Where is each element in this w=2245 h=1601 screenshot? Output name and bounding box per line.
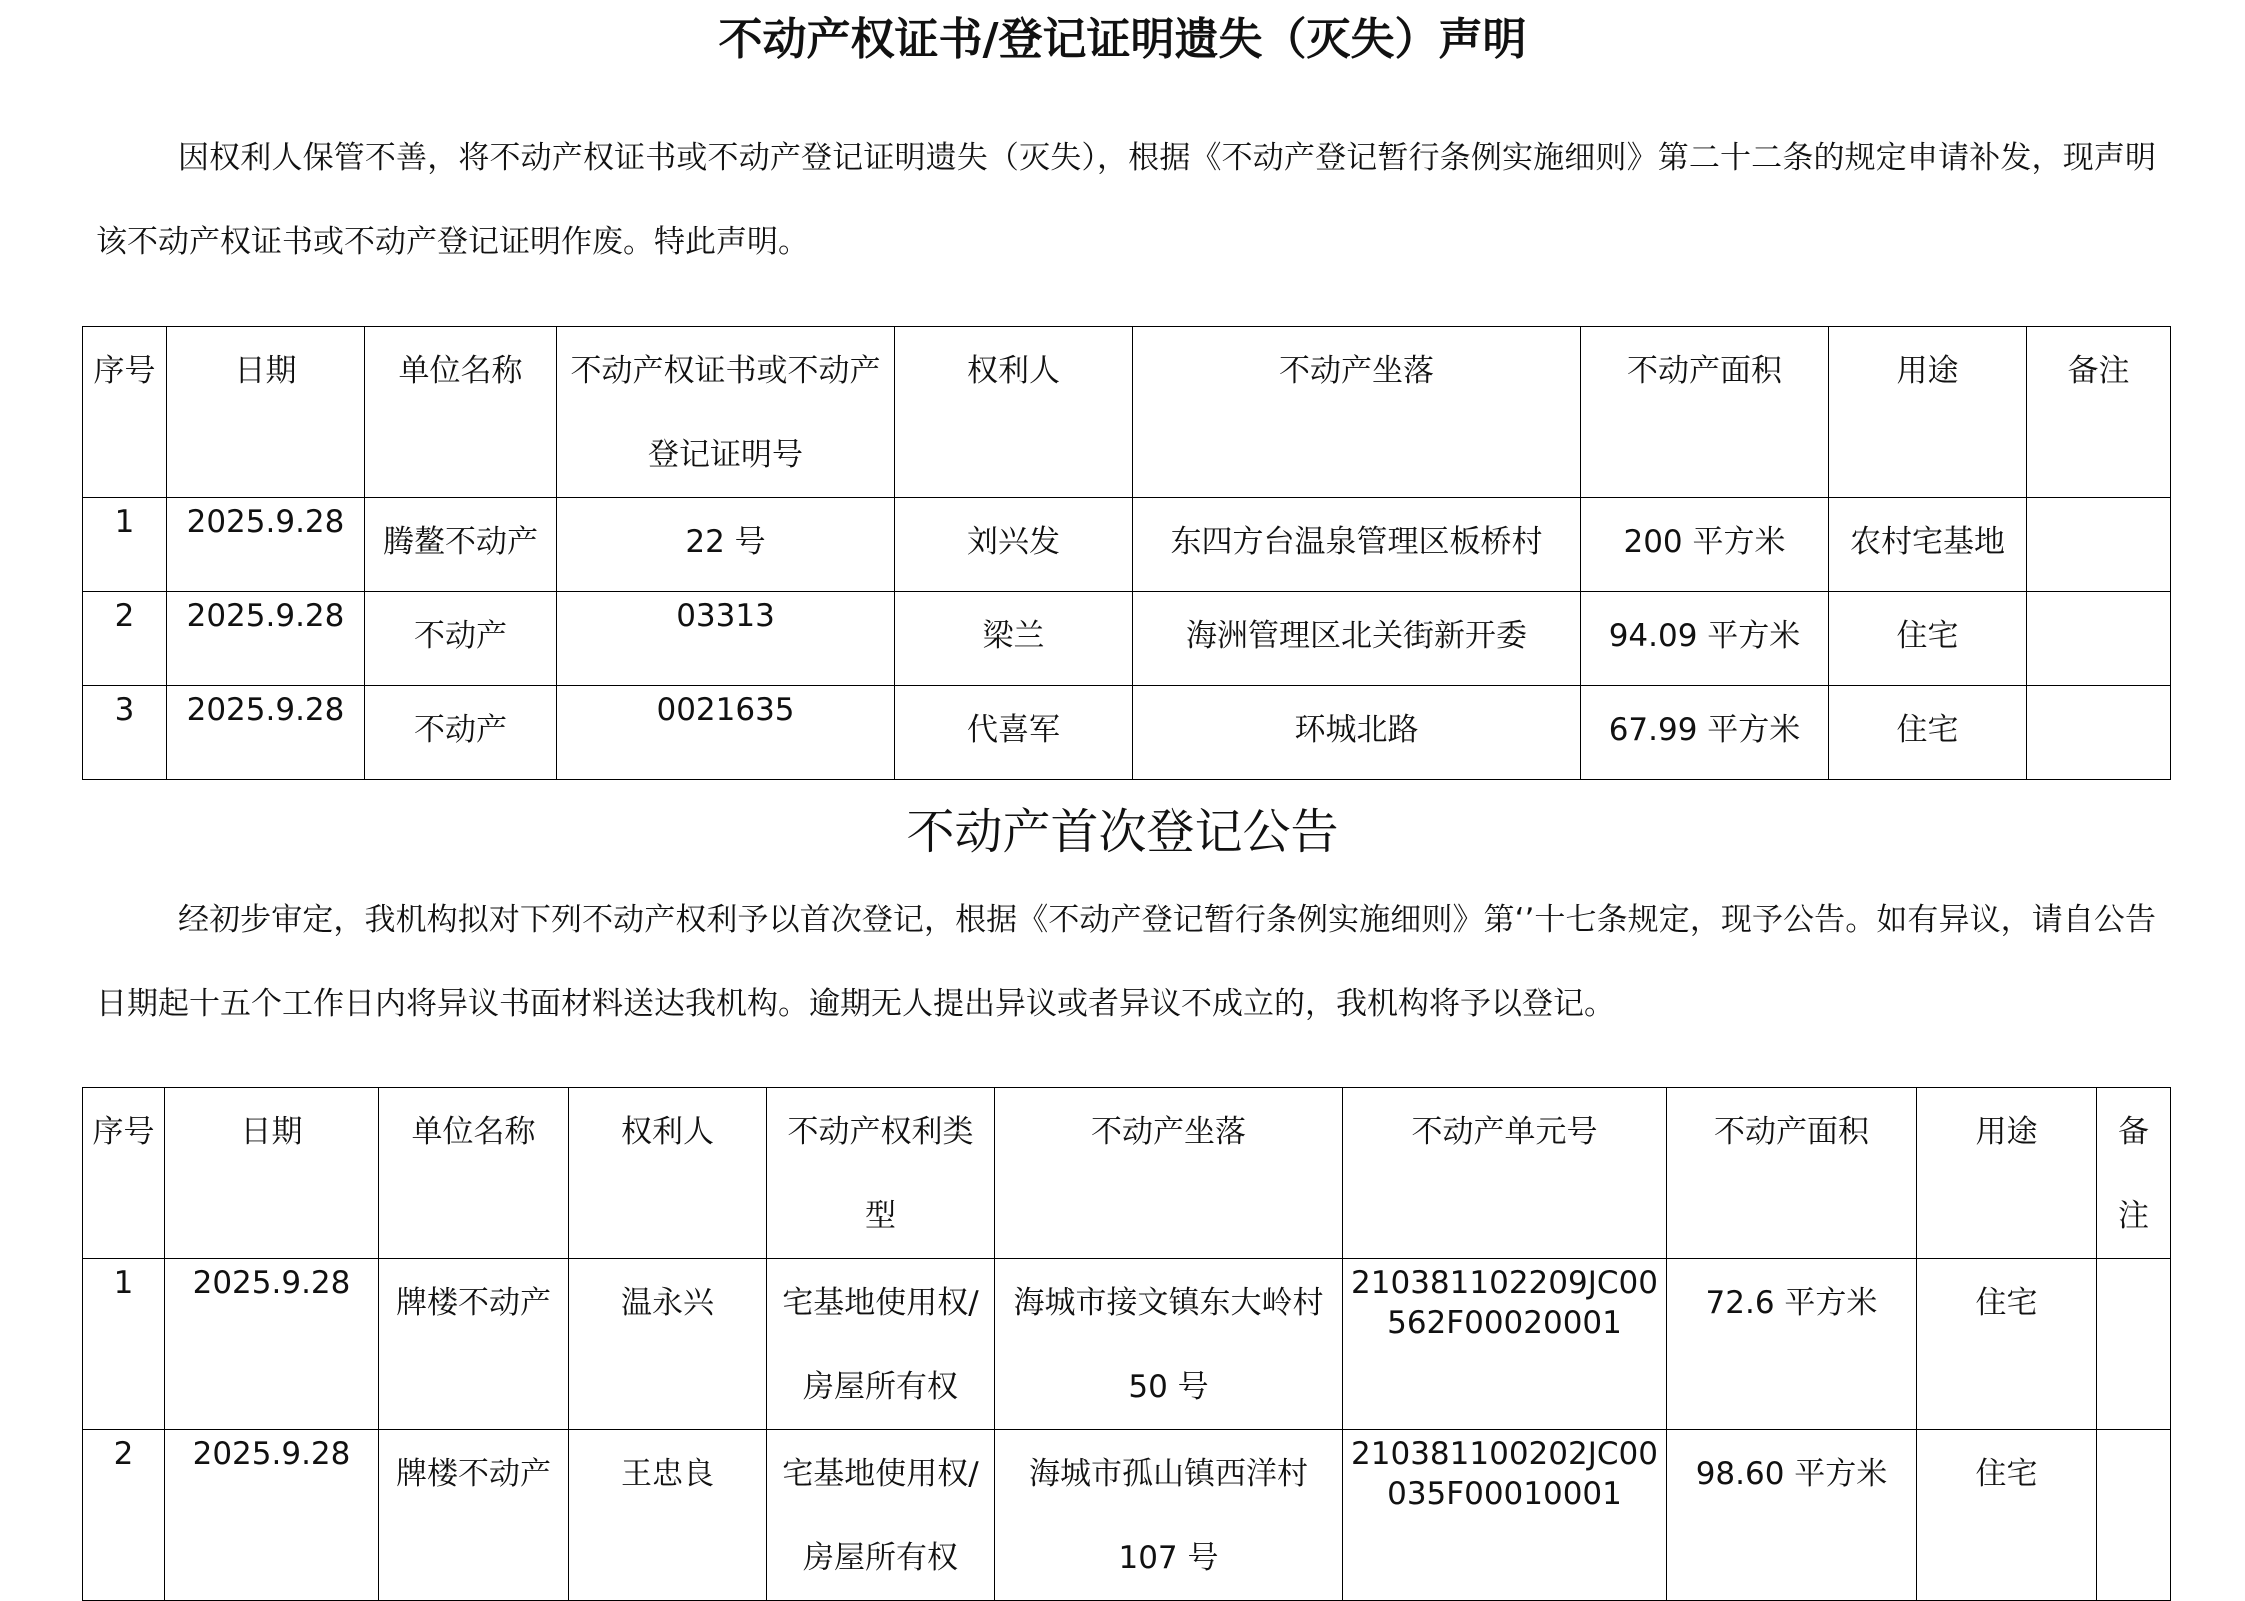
header-owner: 权利人: [895, 327, 1133, 498]
cell-date: 2025.9.28: [165, 1259, 379, 1430]
header-location: 不动产坐落: [995, 1088, 1343, 1259]
cell-location: 东四方台温泉管理区板桥村: [1133, 498, 1581, 592]
notice2-paragraph: 经初步审定，我机构拟对下列不动产权利予以首次登记，根据《不动产登记暂行条例实施细则》第‘’十七条规定，现予公告。如有异议，请自公告日期起十五个工作日内将异议书面材料送达我机构。逾期无人提出异议或者异议不成立的，我机构将予以登记。: [96, 902, 2156, 1022]
lost-certificate-table: [82, 326, 2171, 780]
cell-area: 200 平方米: [1581, 498, 1829, 592]
cell-unit: 牌楼不动产: [379, 1430, 569, 1601]
header-date: 日期: [167, 327, 365, 498]
cell-remark: [2097, 1259, 2171, 1430]
cell-date: 2025.9.28: [165, 1430, 379, 1601]
cell-area: 98.60 平方米: [1667, 1430, 1917, 1601]
cell-remark: [2027, 686, 2171, 780]
table-header-row: [83, 1088, 2171, 1259]
header-unit-number: 不动产单元号: [1343, 1088, 1667, 1259]
header-use: 用途: [1829, 327, 2027, 498]
header-area: 不动产面积: [1667, 1088, 1917, 1259]
header-right-type: 不动产权利类型: [767, 1088, 995, 1259]
cell-owner: 代喜军: [895, 686, 1133, 780]
cell-no: 2: [83, 1430, 165, 1601]
cell-unit-number: 210381100202JC00035F00010001: [1343, 1430, 1667, 1601]
cell-no: 1: [83, 498, 167, 592]
cell-unit-number: 210381102209JC00562F00020001: [1343, 1259, 1667, 1430]
header-unit: 单位名称: [379, 1088, 569, 1259]
table-row: [83, 686, 2171, 780]
notice2-title: 不动产首次登记公告: [906, 804, 1339, 860]
cell-location: 海城市孤山镇西洋村 107 号: [995, 1430, 1343, 1601]
table-row: [83, 1430, 2171, 1601]
header-no: 序号: [83, 327, 167, 498]
header-no: 序号: [83, 1088, 165, 1259]
cell-unit: 不动产: [365, 592, 557, 686]
cell-date: 2025.9.28: [167, 686, 365, 780]
cell-no: 1: [83, 1259, 165, 1430]
cell-use: 住宅: [1917, 1259, 2097, 1430]
cell-use: 住宅: [1917, 1430, 2097, 1601]
header-date: 日期: [165, 1088, 379, 1259]
cell-cert: 03313: [557, 592, 895, 686]
cell-area: 67.99 平方米: [1581, 686, 1829, 780]
cell-owner: 王忠良: [569, 1430, 767, 1601]
header-cert: 不动产权证书或不动产登记证明号: [557, 327, 895, 498]
cell-area: 72.6 平方米: [1667, 1259, 1917, 1430]
header-location: 不动产坐落: [1133, 327, 1581, 498]
table-row: [83, 498, 2171, 592]
header-use: 用途: [1917, 1088, 2097, 1259]
cell-location: 海城市接文镇东大岭村 50 号: [995, 1259, 1343, 1430]
header-remark: 备注: [2027, 327, 2171, 498]
cell-unit: 腾鳌不动产: [365, 498, 557, 592]
cell-location: 海洲管理区北关街新开委: [1133, 592, 1581, 686]
first-registration-table: [82, 1087, 2171, 1601]
cell-remark: [2027, 592, 2171, 686]
cell-owner: 温永兴: [569, 1259, 767, 1430]
header-owner: 权利人: [569, 1088, 767, 1259]
cell-right-type: 宅基地使用权/房屋所有权: [767, 1259, 995, 1430]
cell-remark: [2097, 1430, 2171, 1601]
cell-owner: 刘兴发: [895, 498, 1133, 592]
cell-use: 农村宅基地: [1829, 498, 2027, 592]
header-unit: 单位名称: [365, 327, 557, 498]
cell-no: 2: [83, 592, 167, 686]
header-remark: 备注: [2097, 1088, 2171, 1259]
table-header-row: [83, 327, 2171, 498]
table-row: [83, 1259, 2171, 1430]
notice1-title: 不动产权证书/登记证明遗失（灭失）声明: [718, 14, 1527, 65]
cell-area: 94.09 平方米: [1581, 592, 1829, 686]
cell-owner: 梁兰: [895, 592, 1133, 686]
cell-cert: 0021635: [557, 686, 895, 780]
cell-unit: 牌楼不动产: [379, 1259, 569, 1430]
cell-use: 住宅: [1829, 592, 2027, 686]
cell-no: 3: [83, 686, 167, 780]
cell-location: 环城北路: [1133, 686, 1581, 780]
header-area: 不动产面积: [1581, 327, 1829, 498]
notice1-paragraph: 因权利人保管不善，将不动产权证书或不动产登记证明遗失（灭失），根据《不动产登记暂行条例实施细则》第二十二条的规定申请补发，现声明该不动产权证书或不动产登记证明作废。特此声明。: [96, 140, 2156, 260]
cell-date: 2025.9.28: [167, 498, 365, 592]
cell-right-type: 宅基地使用权/房屋所有权: [767, 1430, 995, 1601]
cell-remark: [2027, 498, 2171, 592]
cell-date: 2025.9.28: [167, 592, 365, 686]
table-row: [83, 592, 2171, 686]
cell-unit: 不动产: [365, 686, 557, 780]
cell-use: 住宅: [1829, 686, 2027, 780]
cell-cert: 22 号: [557, 498, 895, 592]
